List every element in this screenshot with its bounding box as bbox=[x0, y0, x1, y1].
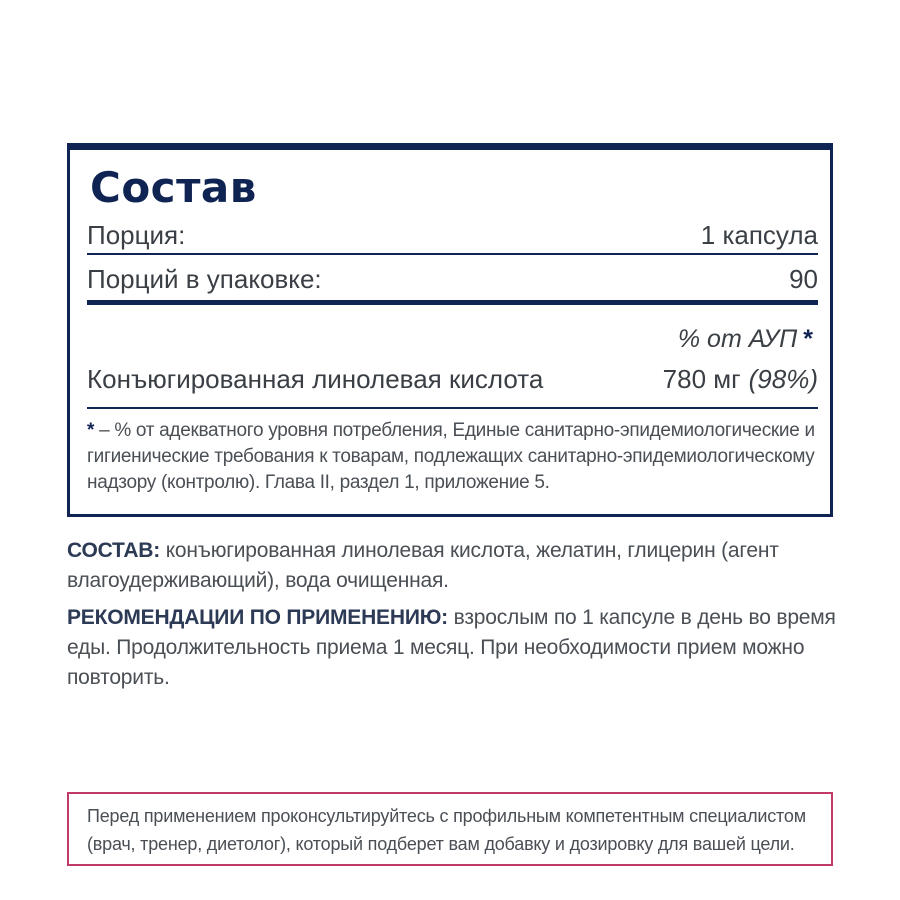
ingredient-amount-group bbox=[663, 364, 818, 394]
servings-per-pack-row bbox=[87, 261, 818, 297]
recommendations-text: взрослым по 1 капсуле в день во время еды. Продолжительность приема 1 месяц. При необходимости прием можно повторить. bbox=[67, 606, 836, 689]
serving-value: 1 капсула bbox=[700, 220, 818, 250]
recommendations-paragraph bbox=[67, 603, 837, 693]
ingredient-name: Конъюгированная линолевая кислота bbox=[87, 364, 544, 394]
pct-header-text: % от АУП bbox=[677, 325, 798, 353]
footnote-asterisk: * bbox=[87, 420, 95, 441]
divider-thin bbox=[87, 407, 818, 409]
ingredient-pct: (98%) bbox=[748, 364, 818, 394]
pct-header-asterisk: * bbox=[803, 325, 813, 353]
footnote bbox=[87, 418, 822, 496]
divider-thick bbox=[87, 300, 818, 305]
consultation-notice bbox=[67, 792, 833, 866]
servings-value: 90 bbox=[789, 264, 818, 294]
composition-label: СОСТАВ: bbox=[67, 539, 161, 562]
panel-title: Состав bbox=[90, 163, 257, 212]
servings-label: Порций в упаковке: bbox=[87, 264, 322, 294]
serving-row bbox=[87, 217, 818, 255]
composition-text: конъюгированная линолевая кислота, желатин, глицерин (агент влагоудерживающий), вода очищенная. bbox=[67, 539, 779, 592]
pct-header bbox=[678, 325, 813, 354]
notice-text: Перед применением проконсультируйтесь с профильным компетентным специалистом (врач, тренер, диетолог), который подберет вам добавку и дозировку для вашей цели. bbox=[87, 806, 806, 854]
composition-paragraph bbox=[67, 536, 837, 596]
ingredient-row bbox=[87, 361, 818, 397]
serving-label: Порция: bbox=[87, 220, 186, 250]
ingredient-amount: 780 мг bbox=[662, 364, 741, 394]
footnote-text: – % от адекватного уровня потребления, Единые санитарно-эпидемиологические и гигиенические требования к товарам, подлежащих санитарно-эпидемиологическому надзору (контролю). Глава II, раздел 1, приложение 5. bbox=[87, 420, 815, 493]
composition-panel bbox=[67, 143, 833, 517]
recommendations-label: РЕКОМЕНДАЦИИ ПО ПРИМЕНЕНИЮ: bbox=[67, 606, 448, 629]
